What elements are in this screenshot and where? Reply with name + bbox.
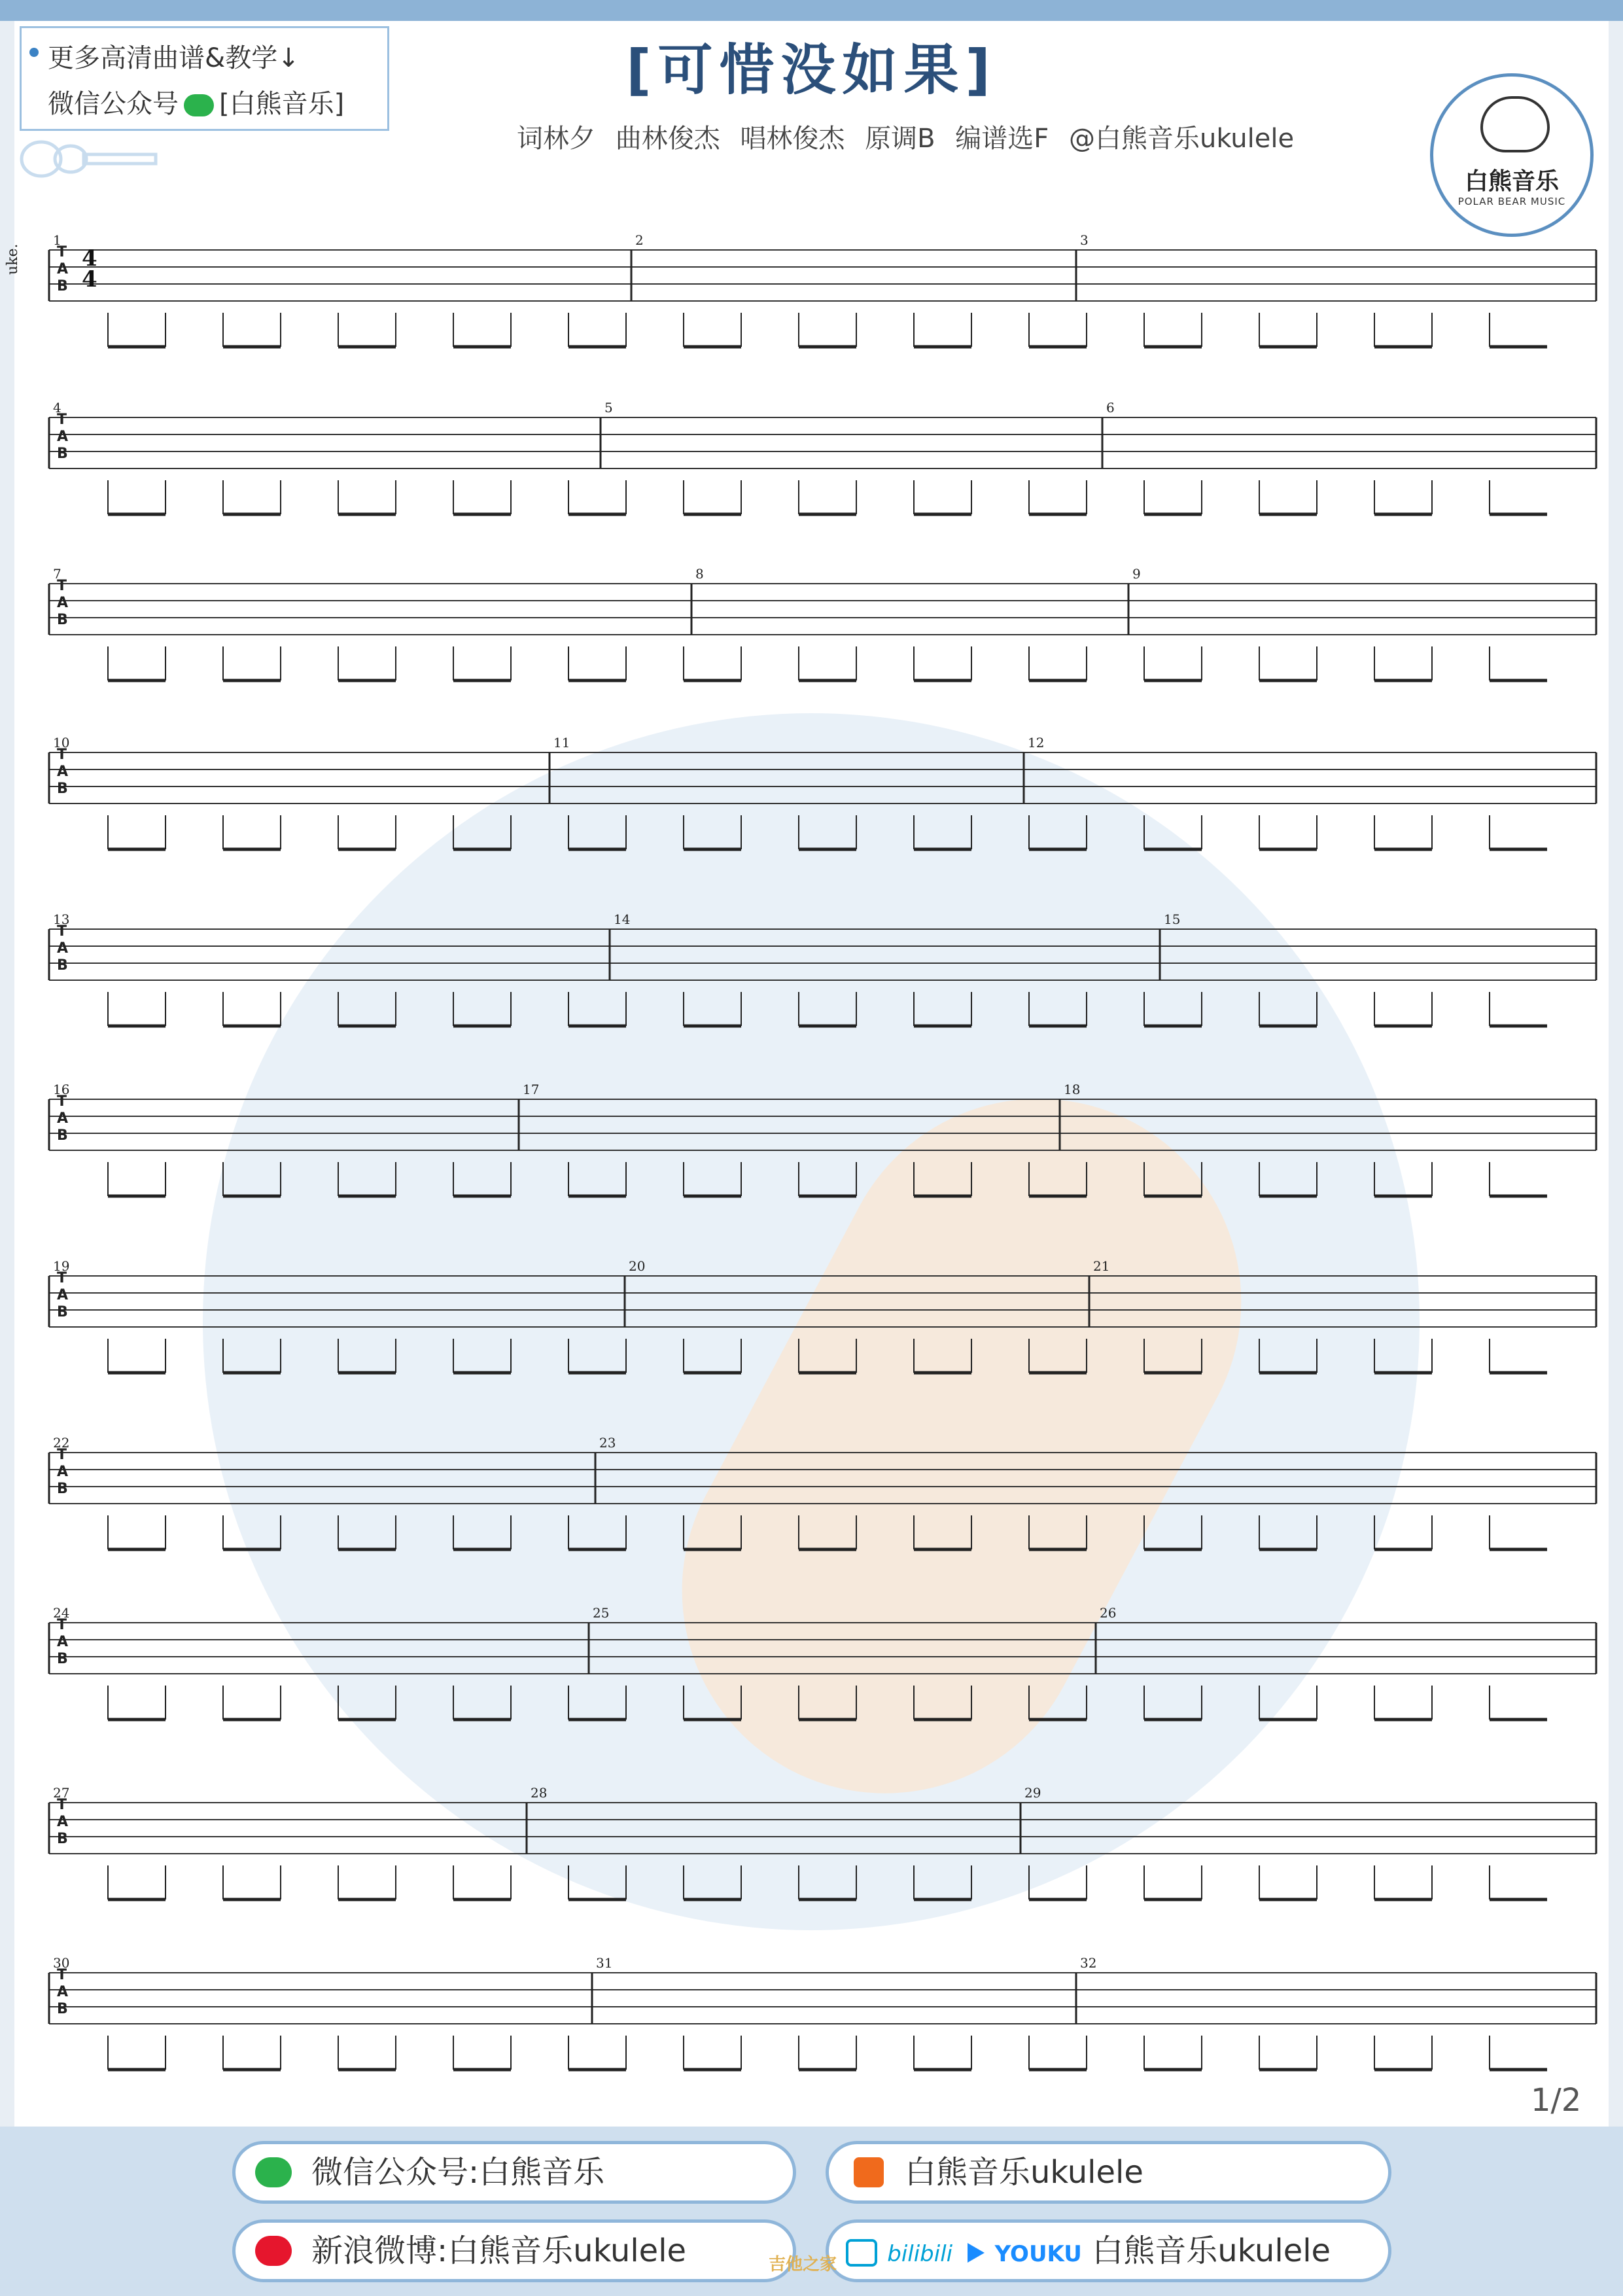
song-credits: 词林夕 曲林俊杰 唱林俊杰 原调B 编谱选F @白熊音乐ukulele xyxy=(517,124,1295,154)
measure-number: 30 xyxy=(53,1955,70,1971)
measure-number: 3 xyxy=(1080,232,1089,248)
measure-number: 23 xyxy=(599,1435,616,1451)
tab-clef-letter: B xyxy=(57,1831,68,1847)
footer-weibo-button[interactable] xyxy=(232,2219,796,2282)
tab-clef-letter: A xyxy=(57,1464,69,1480)
tab-clef-letter: A xyxy=(57,940,69,957)
measure-number: 2 xyxy=(635,232,644,248)
promo-wechat-label: 微信公众号 xyxy=(48,89,179,119)
tab-clef-letter: A xyxy=(57,1984,69,2000)
time-signature-bottom: 4 xyxy=(82,266,97,292)
tab-clef-letter: T xyxy=(57,1967,67,1983)
measure-number: 10 xyxy=(53,735,70,751)
tab-clef-letter: T xyxy=(57,923,67,940)
tab-clef-letter: A xyxy=(57,1110,69,1127)
tab-clef-letter: B xyxy=(57,1481,68,1497)
tab-clef-letter: B xyxy=(57,2001,68,2017)
measure-number: 19 xyxy=(53,1258,70,1274)
tab-clef-letter: B xyxy=(57,446,68,462)
measure-number: 7 xyxy=(53,566,61,582)
tab-clef-letter: A xyxy=(57,261,69,277)
measure-number: 28 xyxy=(531,1785,548,1801)
tab-clef-letter: B xyxy=(57,278,68,294)
tab-clef-letter: T xyxy=(57,412,67,428)
promo-line-1: 更多高清曲谱&教学↓ xyxy=(48,43,300,73)
measure-number: 31 xyxy=(596,1955,613,1971)
tab-clef-letter: B xyxy=(57,1304,68,1320)
measure-number: 15 xyxy=(1164,911,1181,927)
measure-number: 25 xyxy=(593,1605,610,1621)
measure-number: 9 xyxy=(1132,566,1141,582)
wechat-icon xyxy=(255,2157,292,2187)
tab-clef-letter: T xyxy=(57,1270,67,1286)
instrument-label: uke. xyxy=(5,243,21,275)
measure-number: 17 xyxy=(523,1082,540,1097)
footer-video-label: 白熊音乐ukulele xyxy=(1092,2233,1331,2269)
tab-clef-letter: B xyxy=(57,781,68,797)
measure-number: 29 xyxy=(1024,1785,1041,1801)
tab-clef-letter: B xyxy=(57,612,68,628)
tab-clef-letter: T xyxy=(57,1797,67,1813)
tab-clef-letter: B xyxy=(57,957,68,974)
promo-account-name: [白熊音乐] xyxy=(219,89,345,119)
footer-taobao-label: 白熊音乐ukulele xyxy=(905,2154,1143,2191)
measure-number: 32 xyxy=(1080,1955,1097,1971)
measure-number: 22 xyxy=(53,1435,70,1451)
tab-clef-letter: A xyxy=(57,1814,69,1830)
footer-wechat-label: 微信公众号:白熊音乐 xyxy=(311,2154,605,2191)
measure-number: 20 xyxy=(629,1258,646,1274)
weibo-icon xyxy=(255,2236,292,2266)
tab-clef-letter: B xyxy=(57,1127,68,1144)
measure-number: 4 xyxy=(53,400,61,415)
measure-number: 14 xyxy=(614,911,631,927)
tab-clef-letter: T xyxy=(57,244,67,260)
tab-clef-letter: A xyxy=(57,595,69,611)
tab-clef-letter: T xyxy=(57,1447,67,1463)
measure-number: 6 xyxy=(1106,400,1115,415)
footer-taobao-button[interactable] xyxy=(826,2141,1391,2204)
page-number: 1/2 xyxy=(1531,2082,1582,2119)
tab-clef-letter: A xyxy=(57,1634,69,1650)
measure-number: 1 xyxy=(53,232,61,248)
measure-number: 5 xyxy=(604,400,613,415)
tab-clef-letter: B xyxy=(57,1651,68,1667)
bilibili-label: bilibili xyxy=(887,2241,953,2267)
measure-number: 18 xyxy=(1064,1082,1081,1097)
measure-number: 12 xyxy=(1028,735,1045,751)
tab-clef-letter: T xyxy=(57,747,67,763)
measure-number: 13 xyxy=(53,911,70,927)
youku-label: YOUKU xyxy=(994,2241,1082,2267)
footer-wechat-button[interactable] xyxy=(232,2141,796,2204)
tab-clef-letter: T xyxy=(57,1617,67,1633)
tab-clef-letter: A xyxy=(57,429,69,445)
tab-clef-letter: T xyxy=(57,1093,67,1110)
measure-number: 26 xyxy=(1100,1605,1117,1621)
youku-icon xyxy=(968,2243,985,2263)
site-watermark: 吉他之家 xyxy=(769,2255,837,2274)
measure-number: 11 xyxy=(553,735,570,751)
measure-number: 27 xyxy=(53,1785,70,1801)
song-title: [可惜没如果] xyxy=(626,38,997,102)
tab-clef-letter: T xyxy=(57,578,67,594)
tab-clef-letter: A xyxy=(57,764,69,780)
logo-subtitle: POLAR BEAR MUSIC xyxy=(1457,196,1566,207)
measure-number: 8 xyxy=(695,566,704,582)
taobao-icon xyxy=(854,2157,884,2187)
measure-number: 24 xyxy=(53,1605,70,1621)
measure-number: 21 xyxy=(1093,1258,1110,1274)
footer-weibo-label: 新浪微博:白熊音乐ukulele xyxy=(311,2233,687,2269)
footer-video-button[interactable] xyxy=(826,2219,1391,2282)
time-signature-top: 4 xyxy=(82,245,97,272)
measure-number: 16 xyxy=(53,1082,70,1097)
logo-name: 白熊音乐 xyxy=(1464,168,1559,195)
tab-clef-letter: A xyxy=(57,1287,69,1303)
bilibili-icon xyxy=(846,2239,877,2267)
